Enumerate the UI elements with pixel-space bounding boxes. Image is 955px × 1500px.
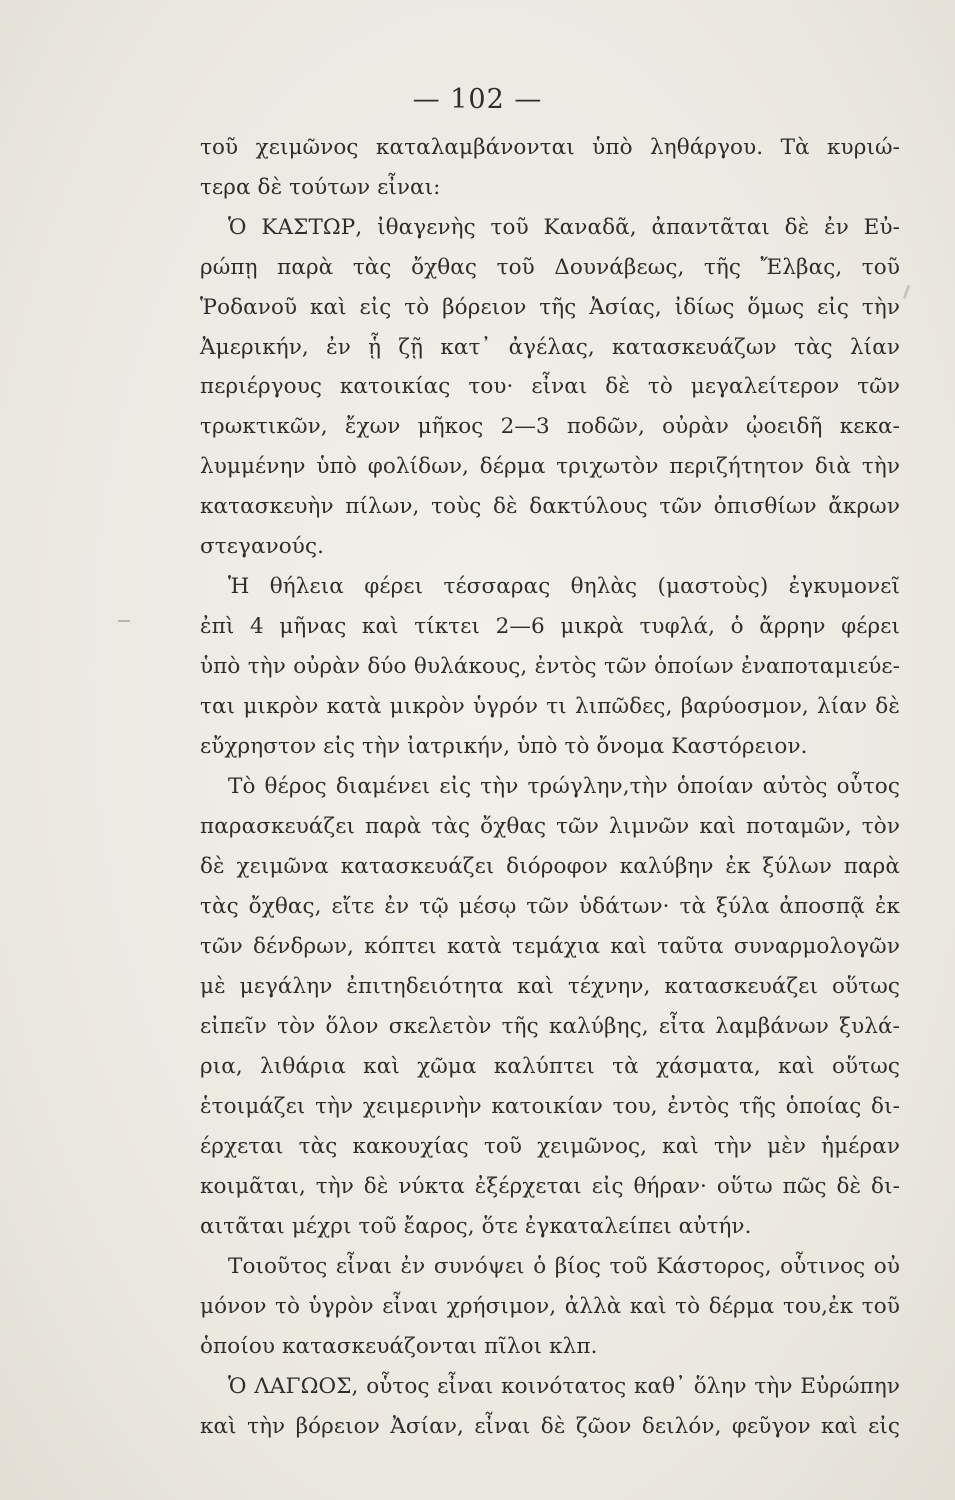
text-line: ὑπὸ τὴν οὐρὰν δύο θυλάκους, ἐντὸς τῶν ὁποίων ἐναποταμιεύε- — [200, 654, 900, 679]
text-line: εἰπεῖν τὸν ὅλον σκελετὸν τῆς καλύβης, εἶτα λαμβάνων ξυλά- — [200, 1014, 900, 1039]
text-line: περιέργους κατοικίας του· εἶναι δὲ τὸ μεγαλείτερον τῶν — [200, 374, 900, 399]
text-line: ται μικρὸν κατὰ μικρὸν ὑγρόν τι λιπῶδες, βαρύοσμον, λίαν δὲ — [200, 694, 900, 719]
text-line: ρια, λιθάρια καὶ χῶμα καλύπτει τὰ χάσματα, καὶ οὕτως — [200, 1054, 900, 1079]
text-line: αιτᾶται μέχρι τοῦ ἔαρος, ὅτε ἐγκαταλείπει αὐτήν. — [200, 1214, 752, 1239]
text-line: Τοιοῦτος εἶναι ἐν συνόψει ὁ βίος τοῦ Κάστορος, οὗτινος οὐ — [228, 1254, 900, 1279]
text-line: στεγανούς. — [200, 534, 325, 559]
text-line: Ὁ ΛΑΓΩΟΣ, οὗτος εἶναι κοινότατος καθ᾽ ὅλην τὴν Εὐρώπην — [228, 1374, 900, 1399]
text-line: ἐπὶ 4 μῆνας καὶ τίκτει 2—6 μικρὰ τυφλά, ὁ ἄρρην φέρει — [200, 614, 900, 639]
text-line: κοιμᾶται, τὴν δὲ νύκτα ἐξέρχεται εἰς θήραν· οὕτω πῶς δὲ δι- — [200, 1174, 900, 1199]
text-line: Ἀμερικήν, ἐν ᾗ ζῇ κατ᾽ ἀγέλας, κατασκευάζων τὰς λίαν — [200, 335, 900, 360]
text-line: Ῥοδανοῦ καὶ εἰς τὸ βόρειον τῆς Ἀσίας, ἰδίως ὅμως εἰς τὴν — [200, 295, 900, 320]
text-line: δὲ χειμῶνα κατασκευάζει διόροφον καλύβην ἐκ ξύλων παρὰ — [200, 854, 900, 879]
margin-mark — [118, 620, 130, 622]
text-line: κατασκευὴν πίλων, τοὺς δὲ δακτύλους τῶν ὀπισθίων ἄκρων — [200, 494, 900, 519]
text-line: τερα δὲ τούτων εἶναι: — [200, 175, 441, 200]
text-line: καὶ τὴν βόρειον Ἀσίαν, εἶναι δὲ ζῶον δειλόν, φεῦγον καὶ εἰς — [200, 1414, 900, 1439]
text-line: τὰς ὄχθας, εἴτε ἐν τῷ μέσῳ τῶν ὑδάτων· τὰ ξύλα ἀποσπᾷ ἐκ — [200, 894, 900, 919]
text-line: τρωκτικῶν, ἔχων μῆκος 2—3 ποδῶν, οὐρὰν ᾠοειδῆ κεκα- — [200, 414, 900, 439]
text-line: ὁποίου κατασκευάζονται πῖλοι κλπ. — [200, 1334, 598, 1359]
margin-mark — [903, 285, 911, 299]
text-line: παρασκευάζει παρὰ τὰς ὄχθας τῶν λιμνῶν καὶ ποταμῶν, τὸν — [200, 814, 900, 839]
text-line: λυμμένην ὑπὸ φολίδων, δέρμα τριχωτὸν περιζήτητον διὰ τὴν — [200, 454, 900, 479]
text-line: τοῦ χειμῶνος καταλαμβάνονται ὑπὸ ληθάργου. Τὰ κυριώ- — [200, 135, 900, 160]
text-line: εὔχρηστον εἰς τὴν ἰατρικήν, ὑπὸ τὸ ὄνομα Καστόρειον. — [200, 734, 808, 759]
text-line: μὲ μεγάλην ἐπιτηδειότητα καὶ τέχνην, κατασκευάζει οὕτως — [200, 974, 900, 999]
text-line: τῶν δένδρων, κόπτει κατὰ τεμάχια καὶ ταῦτα συναρμολογῶν — [200, 934, 900, 959]
text-line: ἑτοιμάζει τὴν χειμερινὴν κατοικίαν του, ἐντὸς τῆς ὁποίας δι- — [200, 1094, 900, 1119]
text-line: μόνον τὸ ὑγρὸν εἶναι χρήσιμον, ἀλλὰ καὶ τὸ δέρμα του,ἐκ τοῦ — [200, 1294, 900, 1319]
text-line: έρχεται τὰς κακουχίας τοῦ χειμῶνος, καὶ τὴν μὲν ἡμέραν — [200, 1134, 900, 1159]
text-line: Ὁ ΚΑΣΤΩΡ, ἰθαγενὴς τοῦ Καναδᾶ, ἀπαντᾶται δὲ ἐν Εὐ- — [228, 215, 900, 240]
text-line: ρώπῃ παρὰ τὰς ὄχθας τοῦ Δουνάβεως, τῆς Ἔλβας, τοῦ — [200, 255, 900, 280]
text-line: Τὸ θέρος διαμένει εἰς τὴν τρώγλην,τὴν ὁποίαν αὐτὸς οὗτος — [228, 774, 900, 799]
text-line: Ἡ θήλεια φέρει τέσσαρας θηλὰς (μαστοὺς) ἐγκυμονεῖ — [228, 574, 900, 599]
page-number: — 102 — — [412, 84, 543, 115]
